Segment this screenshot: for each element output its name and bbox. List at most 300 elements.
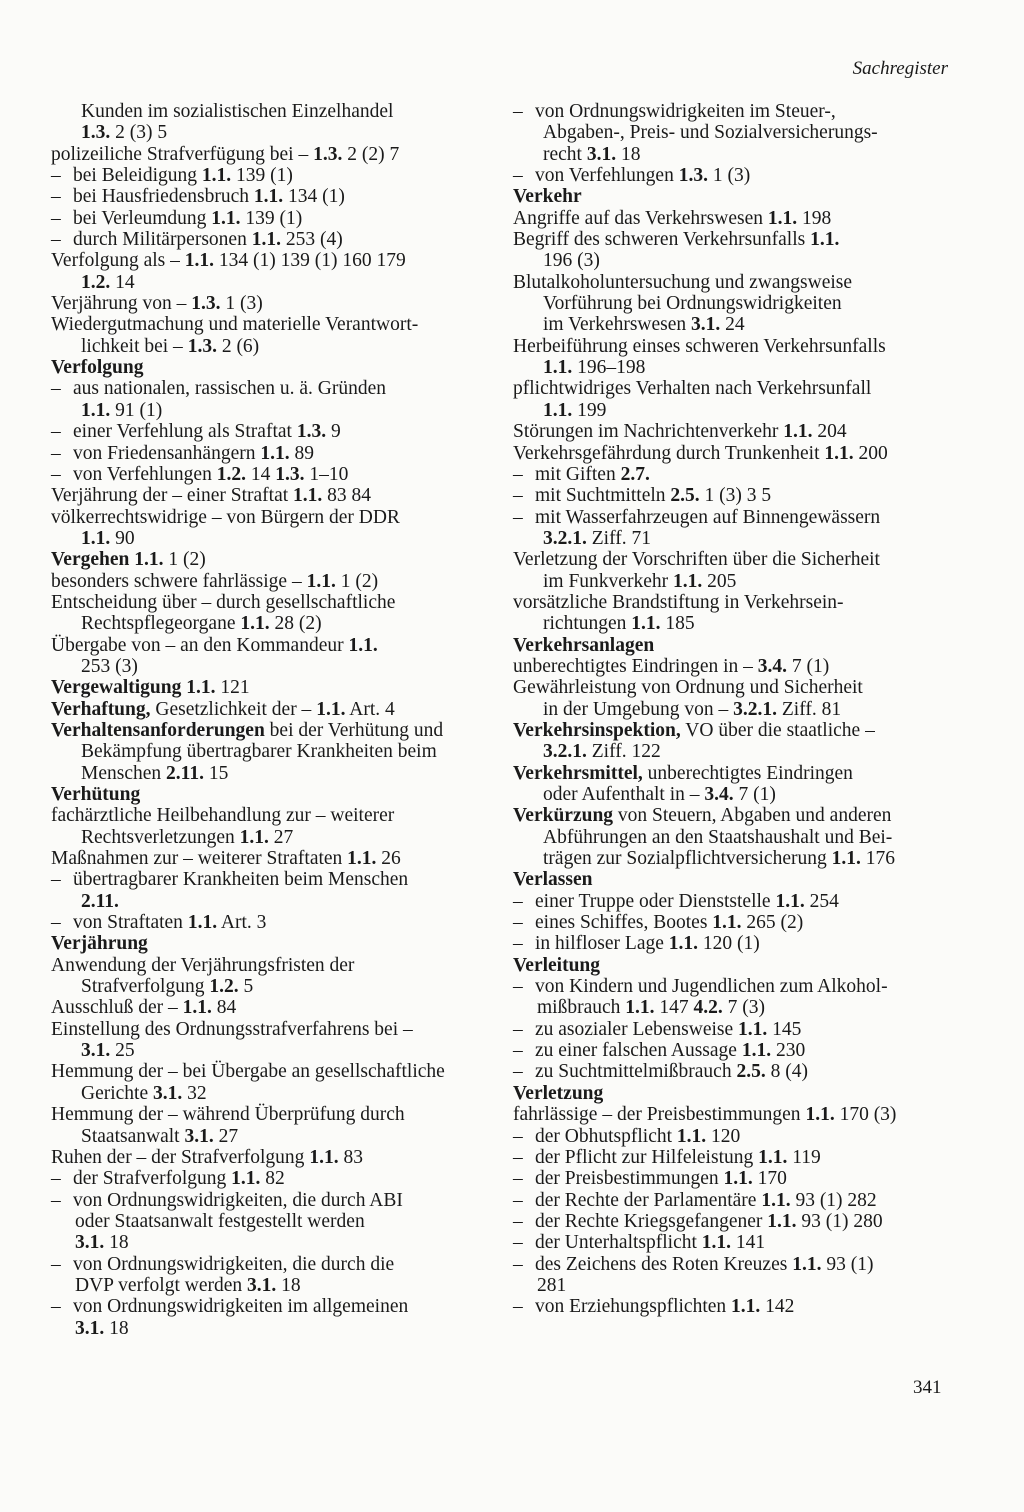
index-line	[513, 1019, 953, 1040]
index-line	[51, 507, 496, 528]
index-reference: 1.1.	[824, 442, 854, 464]
index-line	[513, 912, 953, 933]
index-line	[51, 443, 496, 464]
index-text: 15	[203, 762, 229, 784]
index-text: unberechtigtes Eindringen in –	[513, 655, 758, 677]
index-dash: –	[513, 1061, 523, 1083]
index-text: 230	[771, 1040, 806, 1062]
index-reference: 1.1.	[631, 613, 661, 635]
index-text: 253 (4)	[280, 229, 343, 251]
index-reference: 1.1.	[767, 207, 798, 229]
index-text: Verletzung der Vorschriften über die Sicherheit	[513, 549, 880, 571]
index-text: 27	[213, 1125, 239, 1147]
index-reference: 3.2.1.	[733, 698, 777, 720]
index-text: Bekämpfung übertragbarer Krankheiten beim	[81, 741, 437, 763]
index-line	[513, 165, 953, 186]
index-text: des Zeichens des Roten Kreuzes	[535, 1253, 793, 1275]
index-dash: –	[51, 463, 61, 485]
index-reference: 1.1.	[543, 399, 573, 421]
index-reference: 3.1.	[75, 1317, 105, 1339]
index-text: Rechtspflegeorgane	[81, 613, 241, 635]
index-line	[51, 805, 496, 826]
index-dash: –	[513, 485, 523, 507]
index-text: 1 (3) 3 5	[699, 485, 772, 507]
index-column-right	[513, 101, 953, 1318]
index-line	[51, 955, 496, 976]
index-text: 142	[760, 1296, 795, 1318]
index-reference: Verlassen	[513, 869, 593, 891]
index-text: Ruhen der – der Strafverfolgung	[51, 1146, 310, 1168]
index-line	[513, 613, 953, 634]
index-text: Ziff. 71	[586, 527, 651, 549]
index-text: der Strafverfolgung	[73, 1168, 232, 1190]
index-text: VO über die staatliche –	[680, 719, 875, 741]
index-line	[51, 122, 496, 143]
index-text: 18	[104, 1317, 129, 1339]
index-line	[51, 272, 496, 293]
index-text: 253 (3)	[81, 655, 138, 677]
index-line	[513, 1061, 953, 1082]
index-reference: 1.1.	[251, 229, 281, 251]
index-dash: –	[513, 1296, 523, 1318]
index-line	[513, 250, 953, 271]
index-reference: 1.3.	[678, 165, 708, 187]
index-text: lichkeit bei –	[81, 335, 188, 357]
index-text: von Verfehlungen	[535, 165, 679, 187]
index-reference: 1.1.	[775, 890, 805, 912]
index-text: Kunden im sozialistischen Einzelhandel	[81, 101, 394, 122]
index-dash: –	[51, 207, 61, 229]
index-line	[513, 933, 953, 954]
index-text: 196–198	[572, 357, 646, 379]
index-text: übertragbarer Krankheiten beim Menschen	[73, 869, 409, 891]
index-text: in hilfloser Lage	[535, 933, 669, 955]
index-text: Hemmung der – bei Übergabe an gesellschaftliche	[51, 1061, 445, 1083]
index-dash: –	[513, 1210, 523, 1232]
index-text: Verkehrsgefährdung durch Trunkenheit	[513, 442, 825, 464]
index-reference: 1.1.	[260, 442, 290, 464]
index-text: mit Wasserfahrzeugen auf Binnengewässern	[535, 506, 881, 528]
index-text: zu einer falschen Aussage	[535, 1040, 742, 1062]
index-line	[513, 720, 953, 741]
index-reference: 1.3.	[187, 335, 217, 357]
index-line	[513, 464, 953, 485]
index-reference: 1.1.	[810, 229, 840, 251]
index-line	[513, 101, 953, 122]
index-text: 176	[860, 848, 895, 870]
index-text: 254	[804, 890, 839, 912]
index-dash: –	[513, 506, 523, 528]
index-line	[513, 1232, 953, 1253]
index-text: mißbrauch	[537, 997, 626, 1019]
index-text: 147	[654, 997, 694, 1019]
index-dash: –	[513, 1040, 523, 1062]
index-text: durch Militärpersonen	[73, 229, 252, 251]
index-reference: Verfolgung	[51, 357, 144, 379]
index-text: 89	[289, 442, 314, 464]
index-reference: 1.1.	[239, 826, 269, 848]
index-reference: 3.1.	[184, 1125, 214, 1147]
index-reference: Verhaftung,	[51, 698, 151, 720]
index-text: Ausschluß der –	[51, 997, 183, 1019]
index-line	[51, 208, 496, 229]
index-reference: 1.3.	[313, 143, 343, 165]
index-text: 24	[720, 314, 745, 336]
index-text: 139 (1)	[231, 165, 293, 187]
index-text: oder Aufenthalt in –	[543, 784, 705, 805]
index-text: im Funkverkehr	[543, 570, 673, 592]
index-text: 84	[211, 997, 237, 1019]
index-text: bei Beleidigung	[73, 165, 202, 187]
index-line	[51, 101, 496, 122]
index-text: Art. 4	[345, 698, 395, 720]
index-text: 1 (3)	[707, 165, 751, 187]
index-text: Abführungen an den Staatshaushalt und Bei-	[543, 826, 893, 848]
index-line	[51, 912, 496, 933]
index-text: Wiedergutmachung und materielle Verantwort-	[51, 314, 419, 336]
index-text: DVP verfolgt werden	[75, 1274, 248, 1296]
index-text: 82	[260, 1168, 285, 1190]
index-text: 83	[338, 1146, 363, 1168]
index-reference: 1.1.	[231, 1168, 261, 1190]
index-line	[51, 635, 496, 656]
index-text: 141	[731, 1232, 766, 1254]
index-text: 265 (2)	[741, 912, 804, 934]
index-reference: 3.1.	[81, 1040, 111, 1062]
index-dash: –	[51, 1296, 61, 1318]
index-dash: –	[513, 976, 523, 998]
index-text: 121	[215, 677, 250, 699]
index-line	[51, 165, 496, 186]
index-line	[51, 293, 496, 314]
index-reference: Vergehen 1.1.	[51, 549, 164, 571]
index-dash: –	[513, 1168, 523, 1190]
index-reference: 2.7.	[620, 463, 650, 485]
index-text: einer Verfehlung als Straftat	[73, 421, 297, 443]
index-reference: 1.1.	[306, 570, 336, 592]
index-line	[51, 144, 496, 165]
index-text: der Unterhaltspflicht	[535, 1232, 702, 1254]
index-line	[51, 1083, 496, 1104]
index-reference: 1.1.	[738, 1018, 768, 1040]
index-dash: –	[513, 1018, 523, 1040]
index-text: der Preisbestimmungen	[535, 1168, 724, 1190]
index-text: Störungen im Nachrichtenverkehr	[513, 421, 784, 443]
index-line	[51, 549, 496, 570]
index-dash: –	[51, 1168, 61, 1190]
index-line	[513, 1254, 953, 1275]
index-reference: 3.4.	[704, 784, 734, 805]
index-text: Verfolgung als –	[51, 250, 185, 272]
index-text: 9	[326, 421, 341, 443]
index-line	[513, 507, 953, 528]
index-line	[51, 1254, 496, 1275]
index-text: der Obhutspflicht	[535, 1125, 677, 1147]
index-line	[513, 1211, 953, 1232]
index-dash: –	[513, 912, 523, 934]
index-reference: 1.1.	[701, 1232, 732, 1254]
index-text: 2 (6)	[216, 335, 260, 357]
index-dash: –	[513, 1125, 523, 1147]
index-reference: 1.2.	[216, 463, 246, 485]
index-reference: Verkürzung	[513, 805, 614, 827]
index-reference: Verkehrsmittel,	[513, 762, 643, 784]
index-line	[51, 1040, 496, 1061]
index-text: einer Truppe oder Dienststelle	[535, 890, 776, 912]
index-text: 7 (3)	[722, 997, 766, 1019]
index-reference: 3.1.	[691, 314, 721, 336]
index-line	[513, 891, 953, 912]
index-reference: 1.1.	[723, 1168, 753, 1190]
index-line	[513, 336, 953, 357]
index-dash: –	[51, 421, 61, 443]
index-line	[51, 421, 496, 442]
index-text: Anwendung der Verjährungsfristen der	[51, 954, 355, 976]
index-text: besonders schwere fahrlässige –	[51, 570, 307, 592]
index-text: Rechtsverletzungen	[81, 826, 240, 848]
index-text: Ziff. 122	[586, 741, 661, 763]
index-reference: 1.3.	[81, 122, 111, 144]
index-line	[513, 229, 953, 250]
index-reference: 3.1.	[586, 143, 617, 165]
index-text: bei Verleumdung	[73, 207, 212, 229]
index-line	[51, 571, 496, 592]
index-line	[513, 485, 953, 506]
index-text: 134 (1)	[283, 186, 345, 208]
index-text: 281	[537, 1274, 567, 1296]
index-reference: 1.1.	[201, 165, 232, 187]
index-line	[513, 378, 953, 399]
index-dash: –	[51, 1253, 61, 1275]
index-text: 139 (1)	[240, 207, 303, 229]
index-line	[513, 144, 953, 165]
index-reference: 1.1.	[625, 997, 655, 1019]
index-text: 2 (3) 5	[110, 122, 168, 144]
index-text: 93 (1)	[821, 1253, 874, 1275]
index-line	[51, 699, 496, 720]
index-reference: 2.5.	[670, 485, 700, 507]
index-text: zu asozialer Lebensweise	[535, 1018, 739, 1040]
index-line	[513, 571, 953, 592]
index-reference: 1.1.	[184, 250, 215, 272]
index-line	[51, 485, 496, 506]
index-reference: Verjährung	[51, 933, 148, 955]
index-reference: 4.2.	[693, 997, 723, 1019]
index-text: von Ordnungswidrigkeiten, die durch ABI	[73, 1189, 403, 1211]
index-text: 1 (2)	[163, 549, 206, 571]
index-reference: 1.1.	[805, 1104, 835, 1126]
index-line	[51, 1190, 496, 1211]
index-text: von Erziehungspflichten	[535, 1296, 732, 1318]
index-dash: –	[513, 1189, 523, 1211]
index-text: 28 (2)	[269, 613, 322, 635]
index-line	[513, 528, 953, 549]
index-text: Übergabe von – an den Kommandeur	[51, 634, 349, 656]
index-line	[51, 1318, 496, 1339]
index-line	[513, 805, 953, 826]
index-text: 120	[706, 1125, 741, 1147]
index-line	[51, 250, 496, 271]
index-reference: Verkehrsanlagen	[513, 634, 655, 656]
index-text: Art. 3	[217, 912, 267, 934]
index-line	[513, 208, 953, 229]
index-line	[513, 293, 953, 314]
index-text: von Ordnungswidrigkeiten im allgemeinen	[73, 1296, 409, 1318]
index-dash: –	[51, 229, 61, 251]
index-line	[51, 1211, 496, 1232]
index-reference: 1.1.	[240, 613, 270, 635]
index-reference: Verhaltensanforderungen	[51, 719, 265, 741]
index-dash: –	[513, 165, 523, 187]
index-line	[51, 464, 496, 485]
index-dash: –	[51, 869, 61, 891]
index-text: 7 (1)	[733, 784, 776, 805]
index-line	[51, 1061, 496, 1082]
index-line	[513, 741, 953, 762]
index-text: 200	[853, 442, 888, 464]
index-text: 5	[238, 976, 254, 998]
index-text: Verjährung der – einer Straftat	[51, 485, 294, 507]
index-reference: 1.1.	[672, 570, 703, 592]
index-reference: 1.1.	[792, 1253, 822, 1275]
index-reference: 2.11.	[81, 890, 119, 912]
index-line	[513, 848, 953, 869]
index-text: eines Schiffes, Bootes	[535, 912, 713, 934]
index-reference: 1.1.	[293, 485, 323, 507]
index-line	[513, 997, 953, 1018]
index-line	[51, 336, 496, 357]
index-text: fahrlässige – der Preisbestimmungen	[513, 1104, 806, 1126]
index-dash: –	[51, 1189, 61, 1211]
index-line	[513, 955, 953, 976]
index-text: der Pflicht zur Hilfeleistung	[535, 1146, 759, 1168]
index-reference: Vergewaltigung 1.1.	[51, 677, 216, 699]
index-text: 8 (4)	[765, 1061, 808, 1083]
index-line	[51, 1275, 496, 1296]
index-text: Maßnahmen zur – weiterer Straftaten	[51, 848, 348, 870]
index-reference: 3.4.	[757, 655, 788, 677]
index-text: polizeiliche Strafverfügung bei –	[51, 143, 314, 165]
index-line	[513, 272, 953, 293]
index-line	[51, 1232, 496, 1253]
index-text: 134 (1) 139 (1) 160 179	[214, 250, 406, 272]
index-line	[51, 891, 496, 912]
index-reference: 1.1.	[316, 698, 346, 720]
index-reference: 2.11.	[166, 762, 204, 784]
index-dash: –	[513, 933, 523, 955]
index-reference: 3.1.	[75, 1232, 105, 1254]
index-reference: 1.1.	[182, 997, 212, 1019]
index-reference: 1.1.	[761, 1189, 791, 1211]
index-text: 205	[702, 570, 737, 592]
index-line	[51, 528, 496, 549]
index-line	[513, 699, 953, 720]
index-reference: 1.1.	[81, 399, 111, 421]
index-text: recht	[543, 143, 587, 165]
index-text: 1–10	[304, 463, 349, 485]
index-text: 25	[110, 1040, 135, 1062]
index-reference: 3.1.	[153, 1082, 183, 1104]
index-line	[513, 976, 953, 997]
index-line	[51, 848, 496, 869]
index-text: 27	[268, 826, 294, 848]
index-line	[513, 1190, 953, 1211]
index-line	[513, 592, 953, 613]
index-line	[513, 421, 953, 442]
index-line	[513, 549, 953, 570]
index-reference: Verhütung	[51, 784, 141, 805]
index-dash: –	[513, 890, 523, 912]
index-text: 18	[276, 1274, 301, 1296]
index-line	[513, 314, 953, 335]
index-text: Begriff des schweren Verkehrsunfalls	[513, 229, 811, 251]
index-text: fachärztliche Heilbehandlung zur – weiterer	[51, 805, 395, 827]
index-text: bei der Verhütung und	[264, 719, 444, 741]
index-reference: 1.1.	[741, 1040, 772, 1062]
index-text: 119	[787, 1146, 821, 1168]
index-reference: 1.1.	[712, 912, 742, 934]
index-text: 93 (1) 280	[796, 1210, 883, 1232]
index-text: mit Giften	[535, 463, 621, 485]
index-line	[51, 1019, 496, 1040]
index-line	[51, 933, 496, 954]
index-line	[513, 443, 953, 464]
index-text: Herbeiführung einses schweren Verkehrsunfalls	[513, 335, 886, 357]
index-reference: 2.5.	[736, 1061, 766, 1083]
index-dash: –	[51, 442, 61, 464]
index-text: 32	[182, 1082, 207, 1104]
index-reference: 1.1.	[81, 527, 111, 549]
index-reference: 1.2.	[209, 976, 239, 998]
index-text: von Ordnungswidrigkeiten, die durch die	[73, 1253, 395, 1275]
index-line	[51, 763, 496, 784]
index-text: trägen zur Sozialpflichtversicherung	[543, 848, 832, 870]
index-dash: –	[513, 463, 523, 485]
index-text: 204	[812, 421, 847, 443]
page-number: 341	[913, 1377, 942, 1398]
index-line	[51, 1168, 496, 1189]
index-text: 18	[104, 1232, 129, 1254]
index-text: zu Suchtmittelmißbrauch	[535, 1061, 737, 1083]
index-text: völkerrechtswidrige – von Bürgern der DDR	[51, 506, 400, 528]
index-reference: 3.2.1.	[543, 527, 587, 549]
index-text: 145	[767, 1018, 802, 1040]
index-text: Ziff. 81	[776, 698, 842, 720]
index-line	[513, 357, 953, 378]
index-text: bei Hausfriedensbruch	[73, 186, 254, 208]
index-text: Strafverfolgung	[81, 976, 210, 998]
index-text: von Verfehlungen	[73, 463, 217, 485]
index-text: Angriffe auf das Verkehrswesen	[513, 207, 768, 229]
index-text: pflichtwidriges Verhalten nach Verkehrsunfall	[513, 378, 872, 400]
index-dash: –	[51, 378, 61, 400]
index-text: 26	[376, 848, 401, 870]
index-text: 198	[797, 207, 832, 229]
index-text: richtungen	[543, 613, 632, 635]
index-reference: 1.1.	[783, 421, 813, 443]
index-line	[513, 1296, 953, 1317]
index-line	[51, 784, 496, 805]
index-line	[51, 827, 496, 848]
index-reference: 1.3.	[191, 293, 221, 315]
index-line	[513, 1275, 953, 1296]
index-text: Gerichte	[81, 1082, 154, 1104]
index-dash: –	[513, 101, 523, 122]
index-line	[513, 635, 953, 656]
index-line	[51, 656, 496, 677]
index-line	[51, 1104, 496, 1125]
index-line	[51, 592, 496, 613]
